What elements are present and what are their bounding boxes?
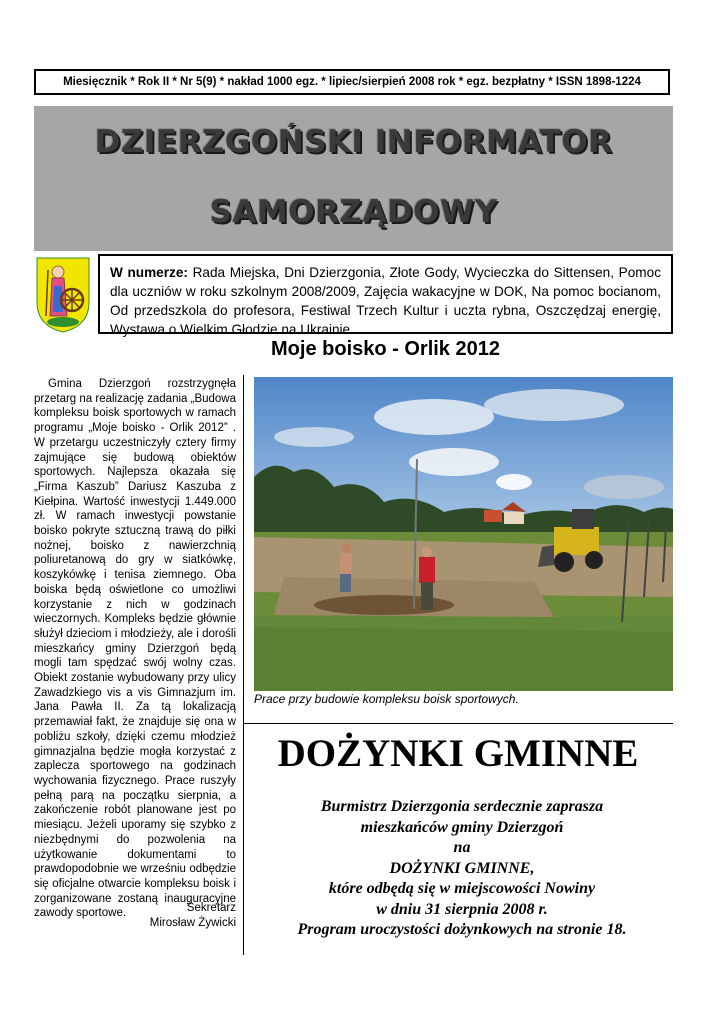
newspaper-title-line2: SAMORZĄDOWY	[209, 194, 498, 230]
section-divider	[243, 723, 673, 724]
invite-line-7: Program uroczystości dożynkowych na stronie 18.	[297, 921, 627, 938]
construction-photo	[254, 377, 673, 691]
masthead-info-text: Miesięcznik * Rok II * Nr 5(9) * nakład 1000 egz. * lipiec/sierpień 2008 rok * egz. bezpłatny * ISSN 1898-1224	[63, 76, 641, 88]
harvest-invitation	[252, 797, 672, 941]
invite-line-5: które odbędą się w miejscowości Nowiny	[328, 880, 596, 897]
author-name: Mirosław Żywicki	[149, 917, 236, 929]
author-role: Sekretarz	[186, 902, 236, 914]
article-author	[120, 901, 236, 931]
invite-line-6: w dniu 31 sierpnia 2008 r.	[376, 900, 548, 918]
newspaper-title-line1: DZIERZGOŃSKI INFORMATOR	[94, 124, 613, 160]
invite-line-1: Burmistrz Dzierzgonia serdecznie zaprasza	[320, 798, 604, 815]
article-title: Moje boisko - Orlik 2012	[271, 338, 500, 360]
issue-contents-box	[98, 254, 673, 337]
harvest-festival-title: DOŻYNKI GMINNE	[277, 732, 639, 775]
contents-label: W numerze:	[110, 265, 188, 280]
contents-text: Rada Miejska, Dni Dzierzgonia, Złote Gody, Wycieczka do Sittensen, Pomoc dla uczniów w roku szkolnym 2008/2009, Zajęcia wakacyjne w DOK, Na pomoc bocianom, Od przedszkola do profesora, Festiwal Trzech Kultur i uczta rybna, Oszczędzaj energię, Wystawa o Wielkim Głodzie na Ukrainie.	[110, 265, 661, 337]
coat-of-arms-icon	[34, 256, 92, 334]
photo-caption: Prace przy budowie kompleksu boisk sportowych.	[254, 692, 519, 706]
masthead-info-bar	[34, 69, 670, 95]
invite-line-4: DOŻYNKI GMINNE,	[389, 859, 535, 877]
article-body: Gmina Dzierzgoń rozstrzygnęła przetarg na realizację zadania „Budowa kompleksu boisk sportowych w ramach programu „Moje boisko - Orlik 2012” . W przetargu uczestniczyły cztery firmy zajmujące się budową obiektów sportowych. Najlepsza okazała się „Firma Kaszub” Dariusz Kaszuba z Kiełpina. Wartość inwestycji 1.449.000 zł. W ramach inwestycji powstanie boisko pokryte sztuczną trawą do piłki nożnej, boisko z nawierzchnią poliuretanową do gry w siatkówkę, koszykówkę i tenisa ziemnego. Oba boiska będą oświetlone co umożliwi korzystanie z nich w godzinach wieczornych. Kompleks będzie głównie służył dzieciom i młodzieży, ale i dorośli mieszkańcy gminy Dzierzgoń będą mogli tam spędzać swój wolny czas. Obiekt zostanie wybudowany przy ulicy Zawadzkiego vis a vis Gimnazjum im. Jana Pawła II. Za tą lokalizacją przemawiał fakt, że znajduje się ona w pobliżu szkoły, dzięki czemu młodzież gimnazjalna będzie mogła korzystać z zaplecza sportowego na godzinach wychowania fizycznego. Prace ruszyły pełną parą na początku sierpnia, a zakończenie robót planowane jest po miesiącu. Jeżeli uporamy się szybko z niezbędnymi do pozwolenia na użytkowanie dokumentami to prawdopodobnie we wrześniu odbędzie się oficjalne otwarcie kompleksu boisk i zorganizowane zostaną inauguracyjne zawody sportowe.	[34, 378, 237, 920]
title-banner	[34, 106, 673, 251]
column-divider	[243, 375, 244, 955]
invite-line-3: na	[453, 839, 471, 856]
invite-line-2: mieszkańców gminy Dzierzgoń	[360, 818, 564, 836]
